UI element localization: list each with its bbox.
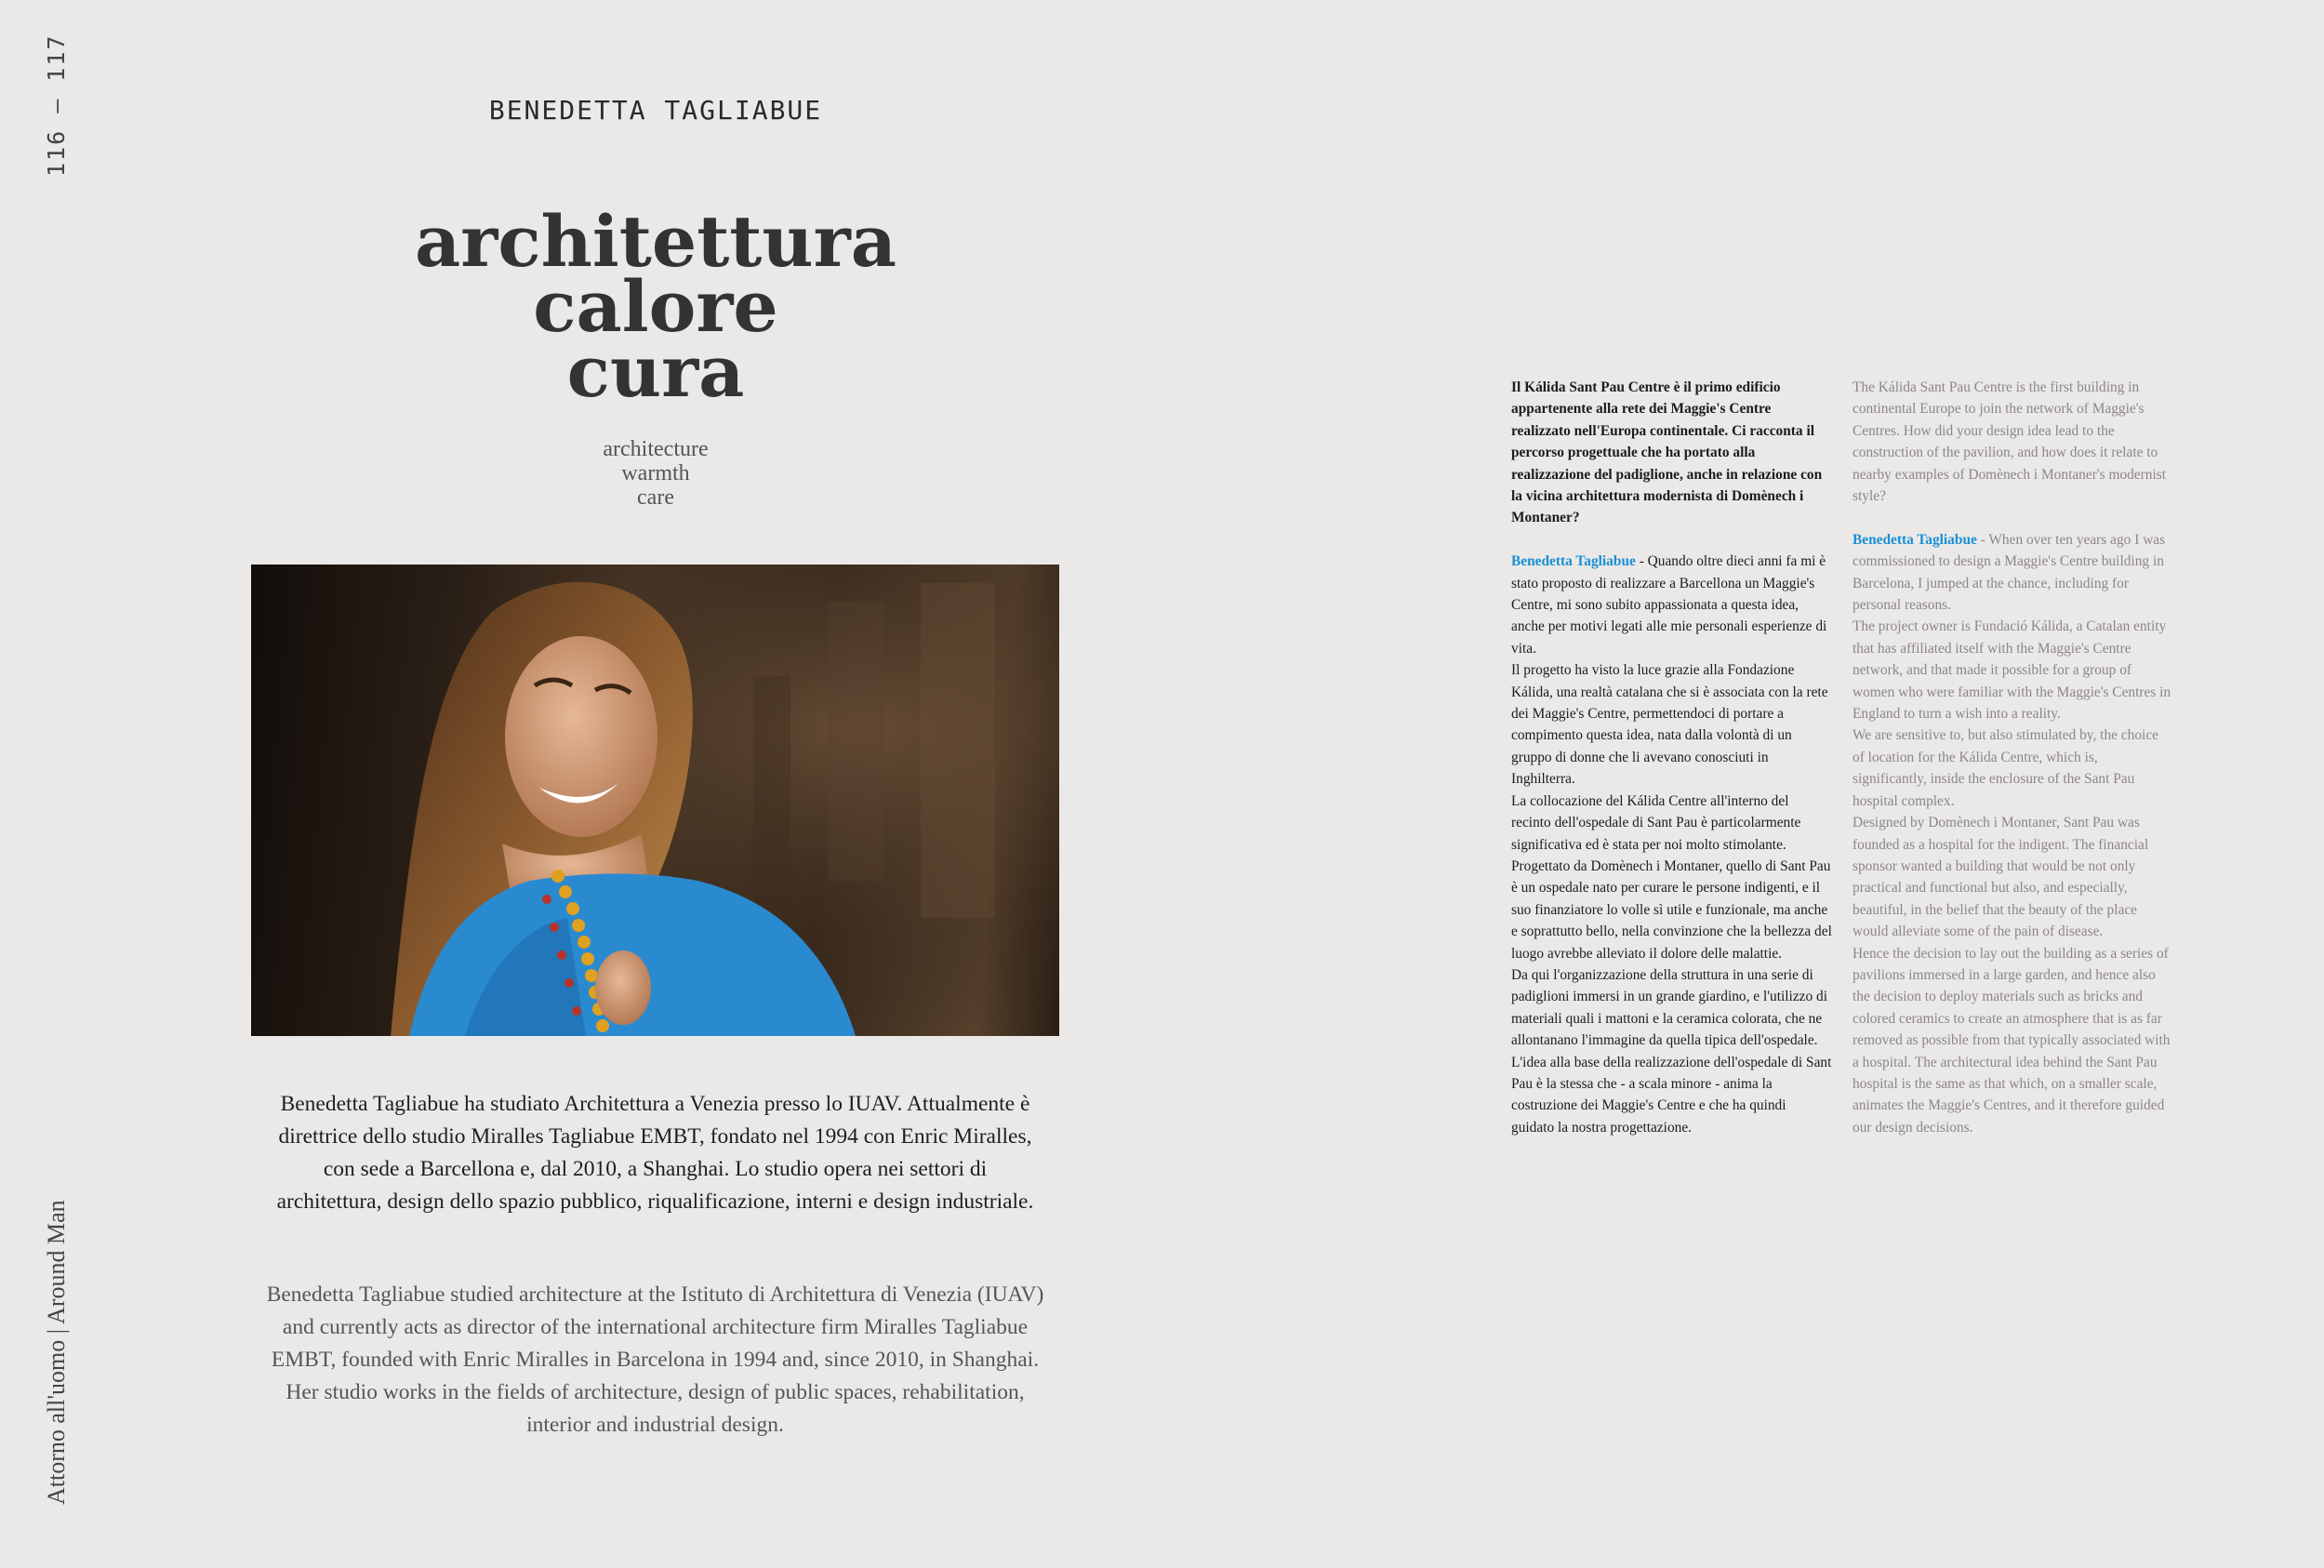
- interview-paragraph: Designed by Domènech i Montaner, Sant Pau was founded as a hospital for the indigent. The financial sponsor wanted a building that would be not only practical and functional but also, and especially, beautiful, in the belief that the beauty of the place would alleviate some of the pain of disease.: [1853, 815, 2149, 940]
- subtitle-line: care: [637, 485, 674, 510]
- interview-answer-intro: [1511, 551, 1832, 659]
- interview-paragraph: Da qui l'organizzazione della struttura in una serie di padiglioni immersi in un grande giardino, e l'utilizzo di materiali quali i mattoni e la ceramica colorata, che ne allontanano l'immagine da quella tipica dell'ospedale.: [1511, 966, 1828, 1049]
- title-line: calore: [533, 265, 778, 348]
- interview-paragraph: Il progetto ha visto la luce grazie alla Fondazione Kálida, una realtà catalana che si è associata con la rete dei Maggie's Centre, permettendoci di portare a compimento questa idea, nata dalla volontà di un gruppo di donne che li avevano conosciuti in Inghilterra.: [1511, 662, 1828, 788]
- interview-paragraph: La collocazione del Kálida Centre all'interno del recinto dell'ospedale di Sant Pau è particolarmente significativa ed è stata per noi molto stimolante.: [1511, 792, 1801, 853]
- title-line: architettura: [415, 200, 896, 283]
- bio-english: Benedetta Tagliabue studied architecture at the Istituto di Architettura di Venezia (IUAV) and currently acts as director of the international architecture firm Miralles Tagliabue EMBT, founded with Enric Miralles in Barcelona in 1994 and, since 2010, in Shanghai. Her studio works in the fields of architecture, design of public spaces, rehabilitation, interior and industrial design.: [266, 1282, 1044, 1437]
- answer-intro-text: - When over ten years ago I was commissioned to design a Maggie's Centre building in Barcelona, I jumped at the chance, including for personal reasons.: [1853, 531, 2166, 614]
- page-subtitle: [484, 437, 828, 510]
- speaker-name: Benedetta Tagliabue: [1511, 553, 1636, 570]
- title-line: cura: [566, 330, 745, 413]
- interview-paragraph: Progettato da Domènech i Montaner, quello di Sant Pau è un ospedale nato per curare le persone indigenti, e il suo finanziatore lo volle sì utile e funzionale, ma anche e soprattutto bello, nella convinzione che la bellezza del luogo avrebbe alleviato il dolore delle malattie.: [1511, 857, 1832, 962]
- speaker-name: Benedetta Tagliabue: [1853, 531, 1977, 548]
- interview-column-italian: [1511, 377, 1832, 1138]
- page-title: [391, 200, 921, 413]
- bio-italian: Benedetta Tagliabue ha studiato Architettura a Venezia presso lo IUAV. Attualmente è direttrice dello studio Miralles Tagliabue EMBT, fondato nel 1994 con Enric Miralles, con sede a Barcellona e, dal 2010, a Shanghai. Lo studio opera nei settori di architettura, design dello spazio pubblico, riqualificazione, interni e design industriale.: [276, 1092, 1034, 1214]
- interview-column-english: [1853, 377, 2173, 1138]
- subtitle-line: architecture: [603, 437, 709, 461]
- interview-answer-intro: [1853, 529, 2173, 617]
- section-label: Attorno all'uomo | Around Man: [43, 1200, 70, 1505]
- subtitle-line: warmth: [621, 461, 690, 485]
- interview-question: The Kálida Sant Pau Centre is the first building in continental Europe to join the network of Maggie's Centres. How did your design idea lead to the construction of the pavilion, and how does it relate to nearby examples of Domènech i Montaner's modernist style?: [1853, 379, 2166, 505]
- author-name: BENEDETTA TAGLIABUE: [488, 95, 823, 126]
- answer-intro-text: - Quando oltre dieci anni fa mi è stato proposto di realizzare a Barcellona un Maggie's Centre, mi sono subito appassionata a questa idea, anche per motivi legati alle mie personali esperienze di vita.: [1511, 553, 1827, 657]
- portrait-photo: [251, 565, 1059, 1036]
- interview-paragraph: L'idea alla base della realizzazione dell'ospedale di Sant Pau è la stessa che - a scala minore - anima la costruzione dei Maggie's Centre e che ha quindi guidato la nostra progettazione.: [1511, 1054, 1832, 1136]
- interview-question: Il Kálida Sant Pau Centre è il primo edificio appartenente alla rete dei Maggie's Centre realizzato nell'Europa continentale. Ci racconta il percorso progettuale che ha portato alla realizzazione del padiglione, anche in relazione con la vicina architettura modernista di Domènech i Montaner?: [1511, 379, 1823, 526]
- interview-paragraph: The project owner is Fundació Kálida, a Catalan entity that has affiliated itself with the Maggie's Centre network, and that made it possible for a group of women who were familiar with the Maggie's Centres in England to turn a wish into a reality.: [1853, 618, 2171, 723]
- interview-paragraph: We are sensitive to, but also stimulated by, the choice of location for the Kálida Centre, which is, significantly, inside the enclosure of the Sant Pau hospital complex.: [1853, 727, 2158, 809]
- interview-paragraph: Hence the decision to lay out the building as a series of pavilions immersed in a large garden, and hence also the decision to deploy materials such as bricks and colored ceramics to create an atmosphere that is as far removed as possible from that typically associated with a hospital. The architectural idea behind the Sant Pau hospital is the same as that which, on a smaller scale, animates the Maggie's Centres, and it therefore guided our design decisions.: [1853, 945, 2171, 1136]
- page-numbers: 116 — 117: [43, 33, 70, 177]
